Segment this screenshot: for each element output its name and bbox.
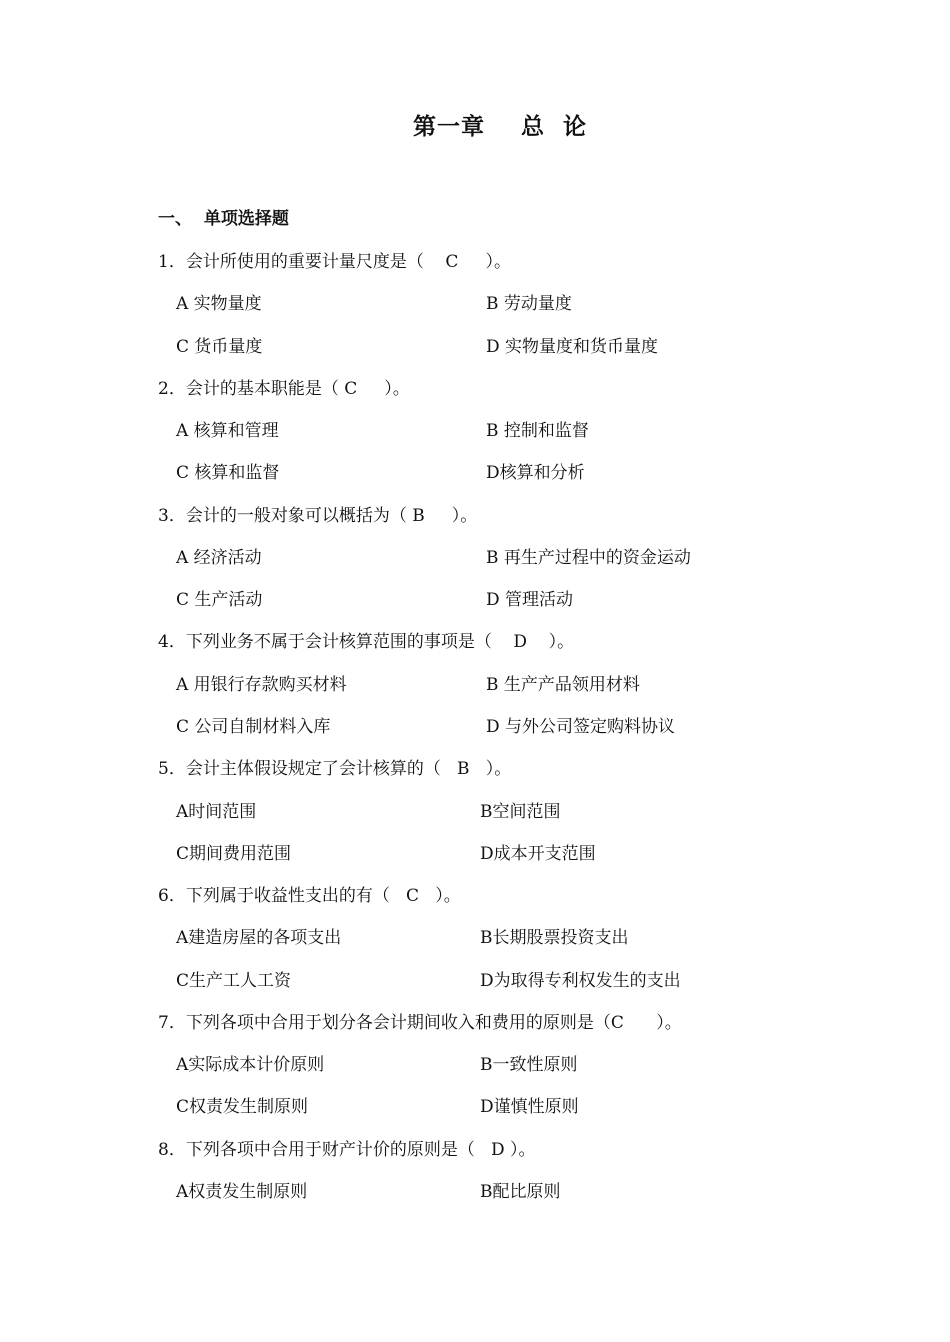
option-3d: D 管理活动 (486, 590, 574, 610)
option-5b: B空间范围 (480, 802, 561, 822)
option-2c: C 核算和监督 (176, 463, 280, 483)
option-7d: D谨慎性原则 (480, 1097, 579, 1117)
option-6c: C生产工人工资 (176, 971, 292, 991)
option-1b: B 劳动量度 (486, 294, 572, 314)
question-8: 8．下列各项中合用于财产计价的原则是（ D ）。 (158, 1140, 536, 1160)
option-5c: C期间费用范围 (176, 844, 292, 864)
option-1d: D 实物量度和货币量度 (486, 337, 659, 357)
option-8a: A权责发生制原则 (176, 1182, 308, 1202)
question-2: 2．会计的基本职能是（ C ）。 (158, 379, 410, 399)
question-3: 3．会计的一般对象可以概括为（ B ）。 (158, 506, 478, 526)
question-5: 5．会计主体假设规定了会计核算的（ B ）。 (158, 759, 512, 779)
option-2d: D核算和分析 (486, 463, 585, 483)
question-1: 1．会计所使用的重要计量尺度是（ C ）。 (158, 252, 511, 272)
option-5a: A时间范围 (176, 802, 257, 822)
option-6d: D为取得专利权发生的支出 (480, 971, 681, 991)
option-4a: A 用银行存款购买材料 (176, 675, 347, 695)
option-2a: A 核算和管理 (176, 421, 279, 441)
option-6b: B长期股票投资支出 (480, 928, 629, 948)
option-7a: A实际成本计价原则 (176, 1055, 325, 1075)
option-3c: C 生产活动 (176, 590, 263, 610)
option-2b: B 控制和监督 (486, 421, 589, 441)
question-6: 6．下列属于收益性支出的有（ C ）。 (158, 886, 461, 906)
option-8b: B配比原则 (480, 1182, 561, 1202)
chapter-title: 第一章 总 论 (412, 114, 588, 140)
question-4: 4．下列业务不属于会计核算范围的事项是（ D ）。 (158, 632, 575, 652)
option-4c: C 公司自制材料入库 (176, 717, 331, 737)
option-4b: B 生产产品领用材料 (486, 675, 640, 695)
option-1a: A 实物量度 (176, 294, 262, 314)
option-5d: D成本开支范围 (480, 844, 596, 864)
option-1c: C 货币量度 (176, 337, 263, 357)
option-7b: B一致性原则 (480, 1055, 578, 1075)
option-7c: C权责发生制原则 (176, 1097, 309, 1117)
option-6a: A建造房屋的各项支出 (176, 928, 342, 948)
option-3b: B 再生产过程中的资金运动 (486, 548, 691, 568)
question-7: 7．下列各项中合用于划分各会计期间收入和费用的原则是（C ）。 (158, 1013, 682, 1033)
section-heading: 一、 单项选择题 (158, 209, 289, 229)
option-4d: D 与外公司签定购料协议 (486, 717, 676, 737)
option-3a: A 经济活动 (176, 548, 262, 568)
